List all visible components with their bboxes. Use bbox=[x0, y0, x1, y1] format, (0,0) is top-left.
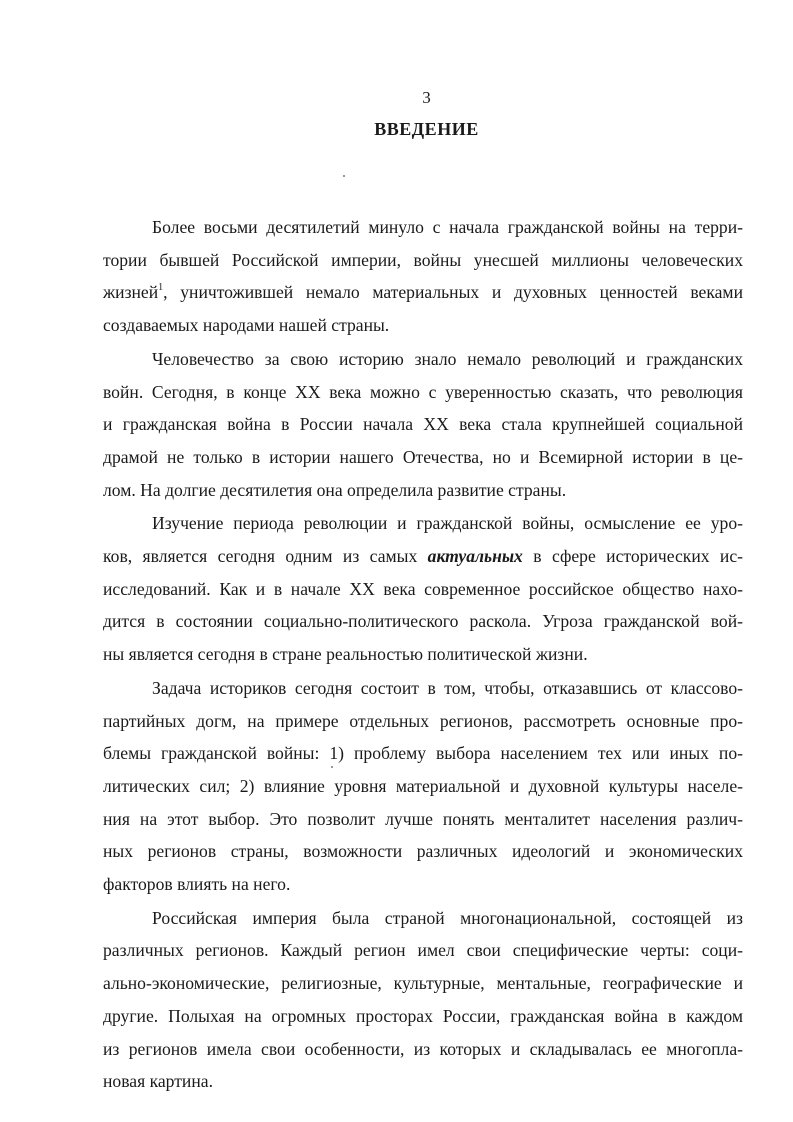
text-line: Российская империя была страной многонациональной, состоящей из bbox=[152, 907, 743, 928]
page-number: 3 bbox=[422, 88, 431, 107]
text-line: Изучение периода революции и гражданской войны, осмысление ее уро- bbox=[152, 513, 743, 534]
scan-speck bbox=[331, 766, 333, 768]
text-line: создаваемых народами нашей страны. bbox=[103, 315, 390, 336]
text-line: лом. На долгие десятилетия она определила развитие страны. bbox=[103, 479, 567, 500]
text-line: тории бывшей Российской империи, войны унесшей миллионы человеческих bbox=[103, 249, 743, 270]
paragraph-4 bbox=[103, 672, 743, 901]
text-line: различных регионов. Каждый регион имел свои специфические черты: соци- bbox=[103, 940, 743, 961]
text-line: дится в состоянии социально-политического раскола. Угроза гражданской вой- bbox=[103, 611, 743, 632]
text-line: ны является сегодня в стране реальностью политической жизни. bbox=[103, 644, 588, 665]
scan-speck bbox=[343, 175, 345, 177]
text-line: драмой не только в истории нашего Отечества, но и Всемирной истории в це- bbox=[103, 446, 743, 467]
text-fragment: и bbox=[103, 578, 113, 599]
paragraph-3 bbox=[103, 507, 743, 671]
text-line bbox=[103, 540, 743, 573]
text-line: ных регионов страны, возможности различных идеологий и экономических bbox=[103, 841, 743, 862]
text-line bbox=[103, 276, 743, 309]
text-line: войн. Сегодня, в конце XX века можно с уверенностью сказать, что революция bbox=[103, 381, 743, 402]
text-line: блемы гражданской войны: 1) проблему выбора населением тех или иных по- bbox=[103, 743, 743, 764]
text-line: из регионов имела свои особенности, из которых и складывалась ее многопла- bbox=[103, 1038, 743, 1059]
text-line: партийных догм, на примере отдельных регионов, рассмотреть основные про- bbox=[103, 710, 743, 731]
text-line: Задача историков сегодня состоит в том, чтобы, отказавшись от классово- bbox=[152, 677, 743, 698]
body-text bbox=[103, 211, 743, 1098]
page-heading: ВВЕДЕНИЕ bbox=[374, 119, 479, 139]
text-line: и гражданская война в России начала XX века стала крупнейшей социальной bbox=[103, 414, 743, 435]
text-fragment: сследований. Как и в начале XX века современное российское общество нахо- bbox=[112, 578, 743, 599]
text-fragment: жизней bbox=[103, 282, 159, 303]
paragraph-5 bbox=[103, 902, 743, 1098]
text-line: новая картина. bbox=[103, 1071, 213, 1092]
text-line: Более восьми десятилетий минуло с начала гражданской войны на терри- bbox=[152, 217, 743, 237]
text-line: Человечество за свою историю знало немало революций и гражданских bbox=[152, 348, 743, 369]
emphasized-word: актуальных bbox=[427, 546, 523, 567]
text-line: факторов влиять на него. bbox=[103, 874, 291, 895]
text-fragment: ков, является сегодня одним из самых bbox=[103, 546, 428, 567]
text-fragment: в сфере исторических ис- bbox=[522, 546, 743, 567]
text-fragment: , уничтожившей немало материальных и духовных ценностей веками bbox=[163, 282, 743, 303]
paragraph-1 bbox=[103, 211, 743, 342]
text-line: ния на этот выбор. Это позволит лучше понять менталитет населения различ- bbox=[103, 808, 743, 829]
text-line bbox=[103, 573, 743, 606]
text-line: другие. Полыхая на огромных просторах России, гражданская война в каждом bbox=[103, 1005, 743, 1026]
paragraph-2 bbox=[103, 343, 743, 507]
footnote-mark: 1 bbox=[158, 282, 164, 294]
text-line: литических сил; 2) влияние уровня материальной и духовной культуры населе- bbox=[103, 775, 743, 796]
text-line: ально-экономические, религиозные, культурные, ментальные, географические и bbox=[103, 973, 743, 994]
